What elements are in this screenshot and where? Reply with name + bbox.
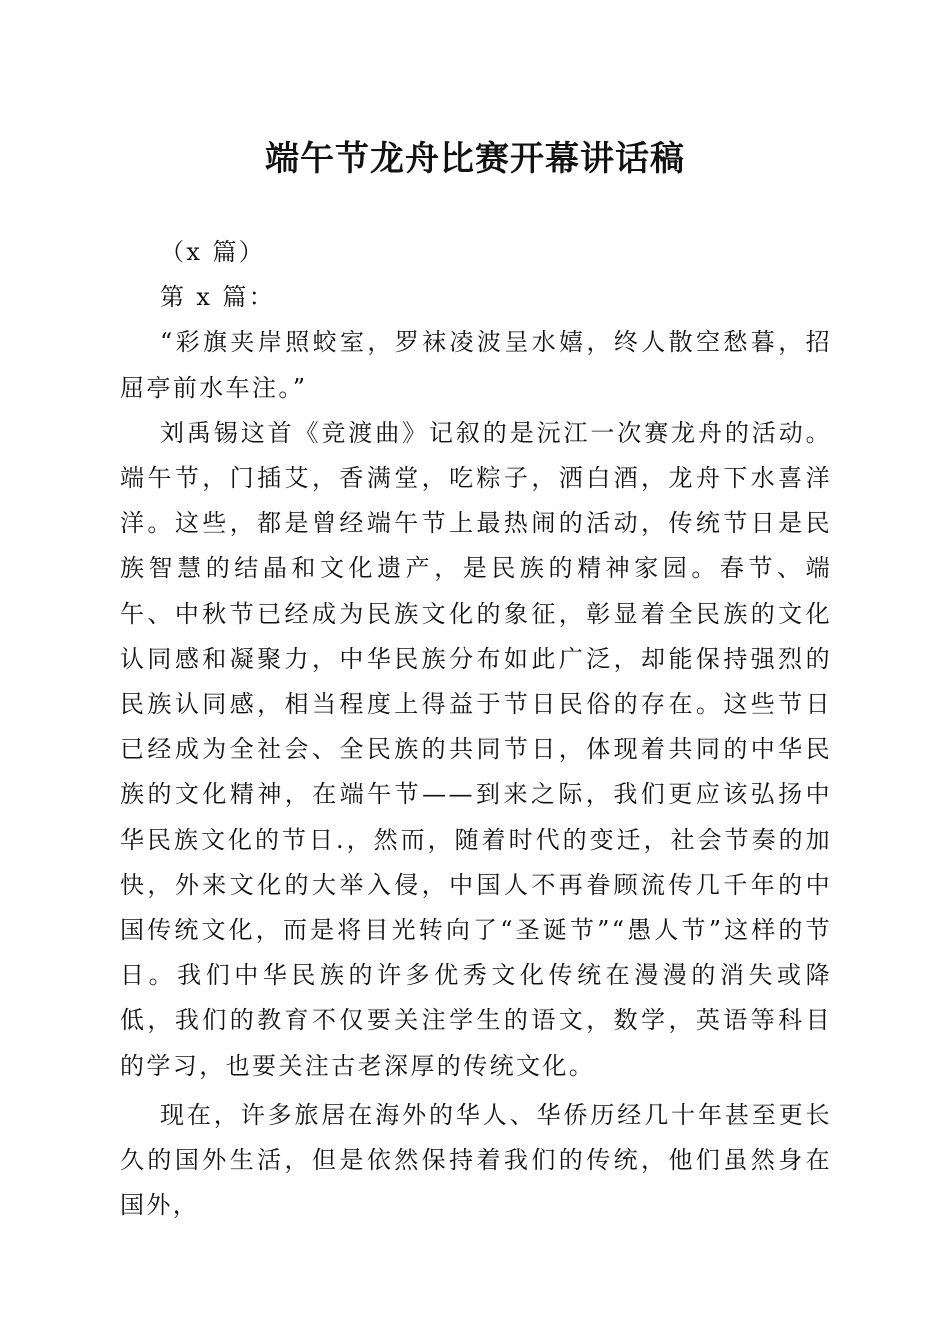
section-count-note: （x 篇）	[160, 238, 266, 266]
poem-quote-paragraph: “彩旗夹岸照蛟室，罗袜凌波呈水嬉，终人散空愁暮，招屈亭前水车注。”	[120, 328, 832, 402]
document-title: 端午节龙舟比赛开幕讲话稿	[265, 139, 685, 179]
body-paragraph: 刘禹锡这首《竞渡曲》记叙的是沅江一次赛龙舟的活动。端午节，门插艾，香满堂，吃粽子，洒白酒，龙舟下水喜洋洋。这些，都是曾经端午节上最热闹的活动，传统节日是民族智慧的结晶和文化遗产，是民族的精神家园。春节、端午、中秋节已经成为民族文化的象征，彰显着全民族的文化认同感和凝聚力，中华民族分布如此广泛，却能保持强烈的民族认同感，相当程度上得益于节日民俗的存在。这些节日已经成为全社会、全民族的共同节日，体现着共同的中华民族的文化精神，在端午节——到来之际，我们更应该弘扬中华民族文化的节日.，然而，随着时代的变迁，社会节奏的加快，外来文化的大举入侵，中国人不再眷顾流传几千年的中国传统文化，而是将目光转向了“圣诞节”“愚人节”这样的节日。我们中华民族的许多优秀文化传统在漫漫的消失或降低，我们的教育不仅要关注学生的语文，数学，英语等科目的学习，也要关注古老深厚的传统文化。	[120, 418, 832, 1080]
document-body	[120, 230, 832, 1228]
body-paragraph: 现在，许多旅居在海外的华人、华侨历经几十年甚至更长久的国外生活，但是依然保持着我们的传统，他们虽然身在国外，	[120, 1100, 832, 1220]
section-heading: 第 x 篇：	[160, 283, 276, 312]
